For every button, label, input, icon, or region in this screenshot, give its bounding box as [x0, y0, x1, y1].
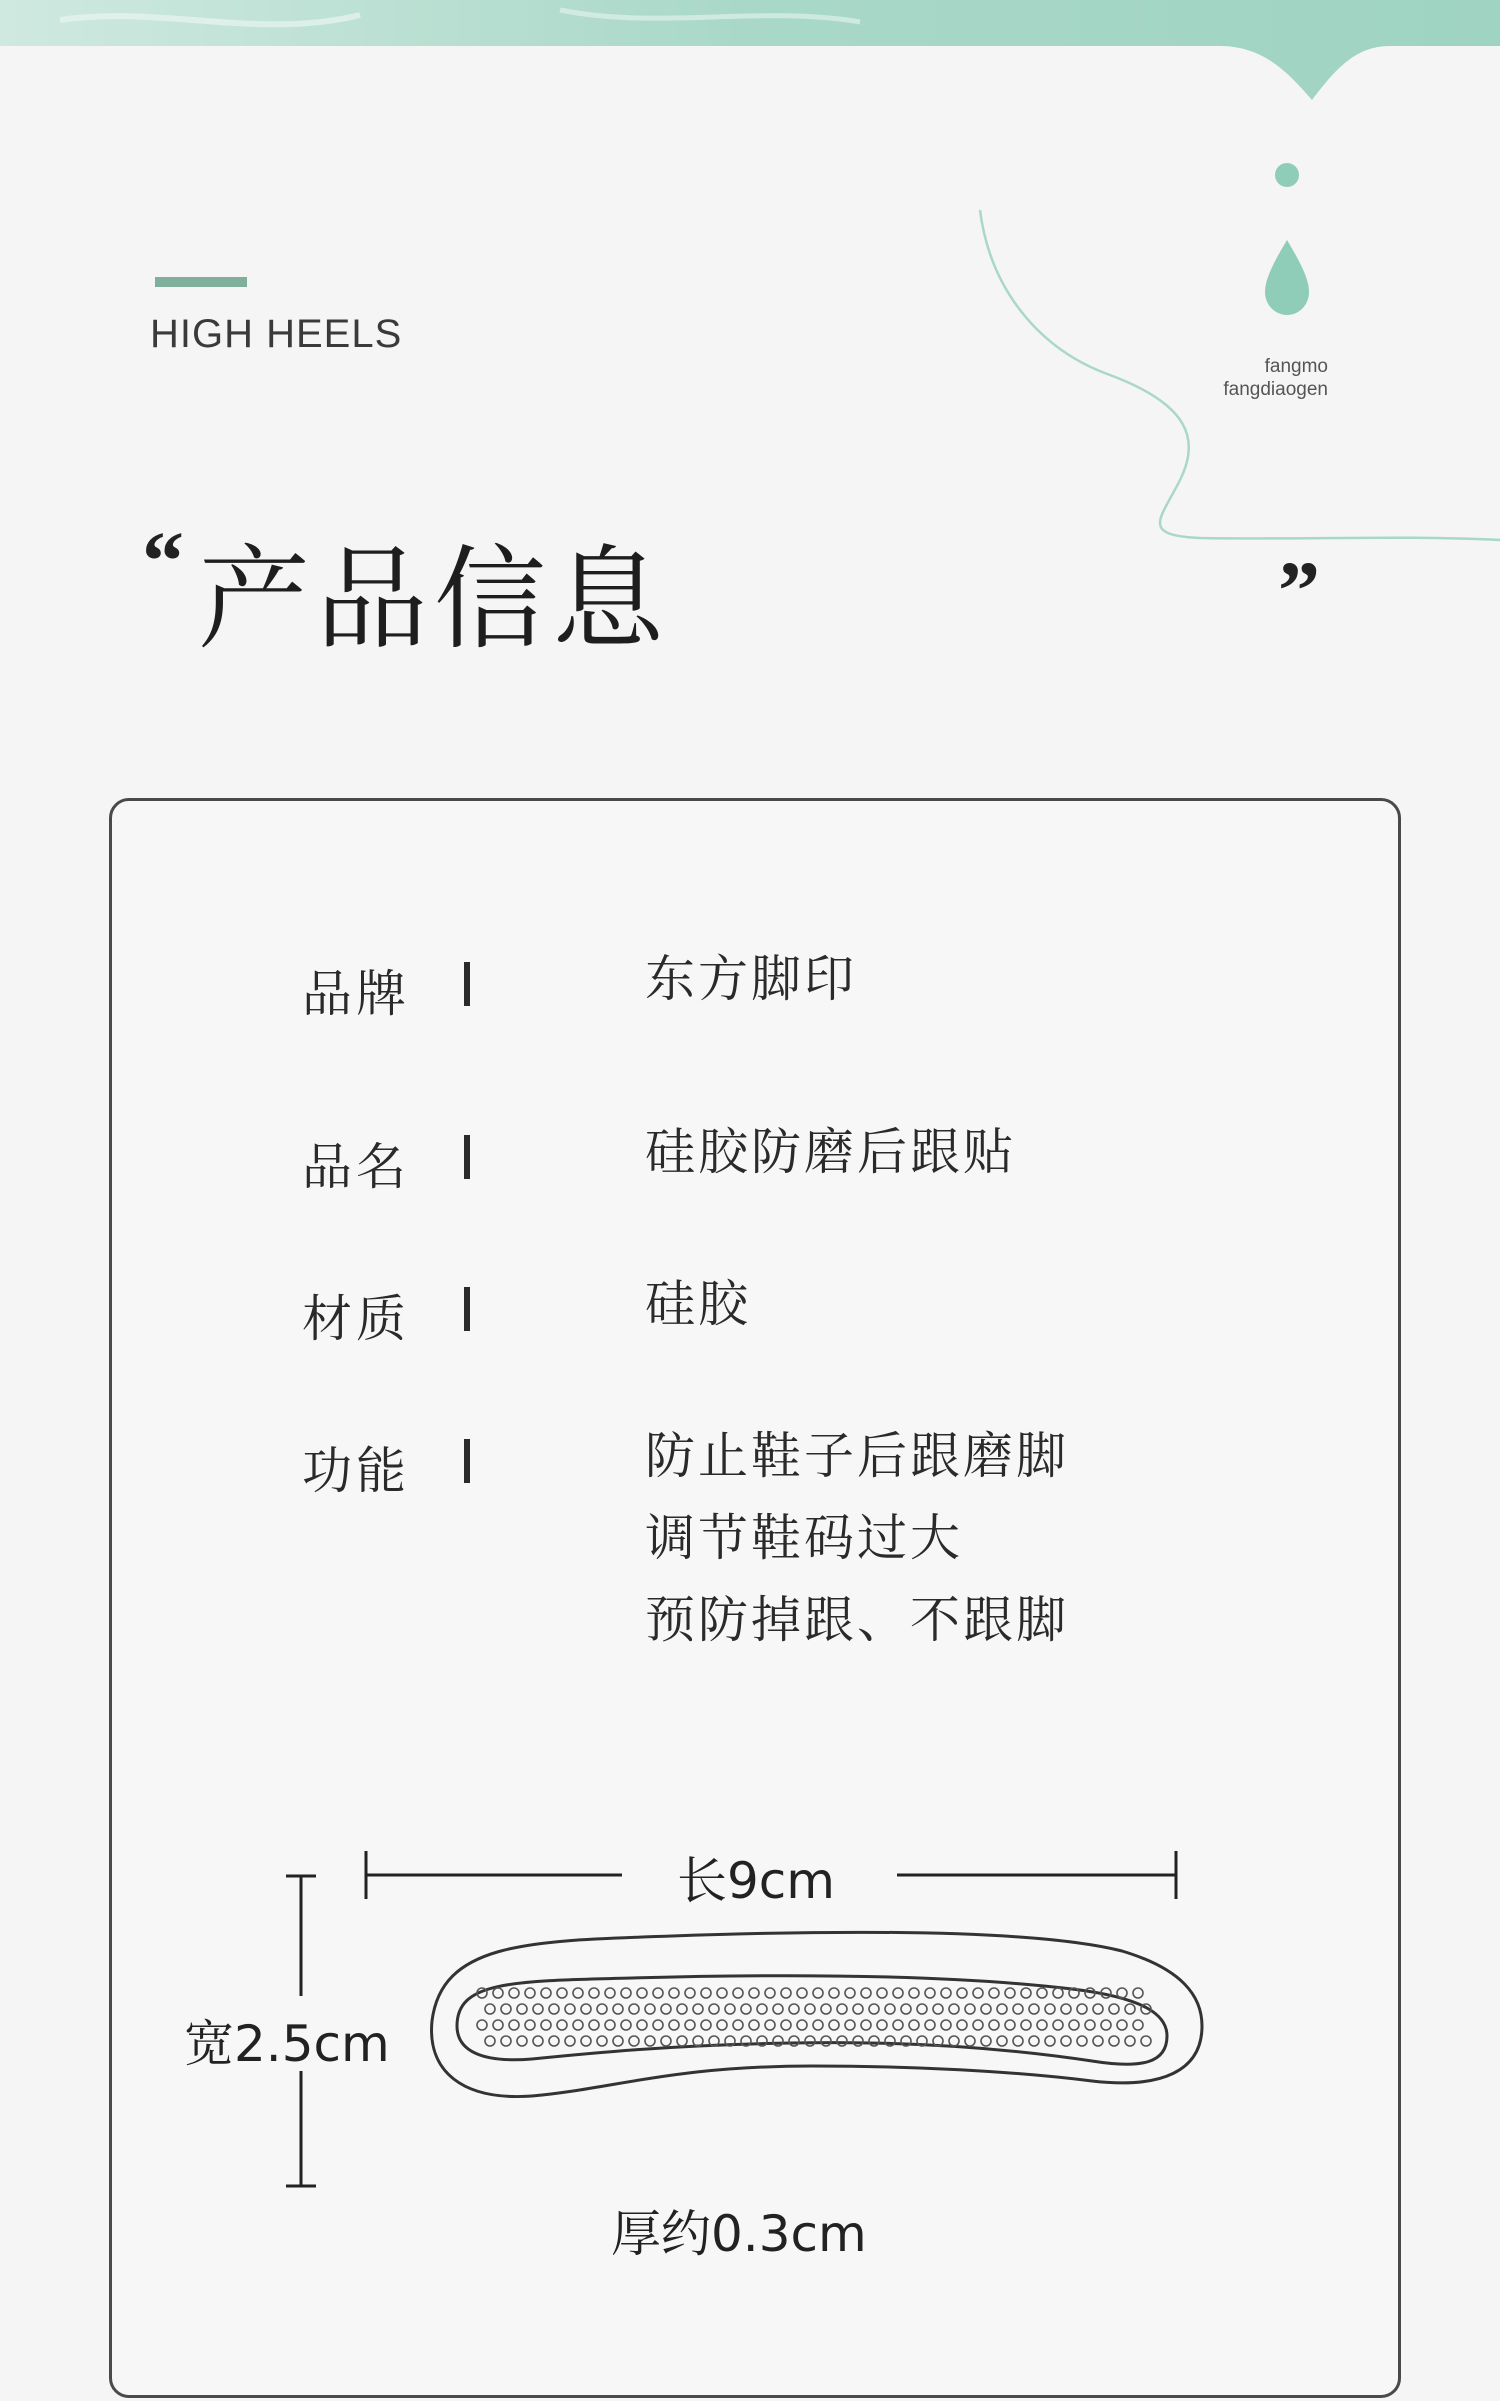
dimension-diagram: [112, 801, 1404, 2401]
open-quote-mark: “: [142, 515, 184, 608]
brand-subtitle: [1223, 355, 1328, 401]
info-label: 功能: [302, 1442, 410, 1500]
brand-line-1: fangmo: [1264, 356, 1328, 377]
page-title: 产品信息: [198, 535, 670, 665]
info-value-line: 防止鞋子后跟磨脚: [645, 1427, 1069, 1485]
water-drop-icon: [1265, 240, 1309, 315]
info-value-line: 预防掉跟、不跟脚: [645, 1591, 1069, 1649]
length-label: 长9cm: [677, 1852, 836, 1910]
brand-line-2: fangdiaogen: [1223, 379, 1328, 400]
close-quote-mark: ”: [1278, 545, 1320, 638]
info-label: 品牌: [302, 965, 410, 1023]
info-value-line: 东方脚印: [645, 950, 857, 1008]
accent-bar: [155, 277, 247, 287]
info-value-line: 硅胶防磨后跟贴: [645, 1123, 1016, 1181]
width-label: 宽2.5cm: [184, 2015, 390, 2073]
info-label: 材质: [302, 1290, 410, 1348]
info-value-line: 调节鞋码过大: [645, 1509, 963, 1567]
section-kicker: HIGH HEELS: [150, 312, 403, 356]
dot-icon: [1275, 163, 1299, 187]
info-label: 品名: [302, 1138, 410, 1196]
product-info-card: [109, 798, 1401, 2398]
info-value-line: 硅胶: [645, 1275, 751, 1333]
thickness-label: 厚约0.3cm: [611, 2205, 867, 2263]
